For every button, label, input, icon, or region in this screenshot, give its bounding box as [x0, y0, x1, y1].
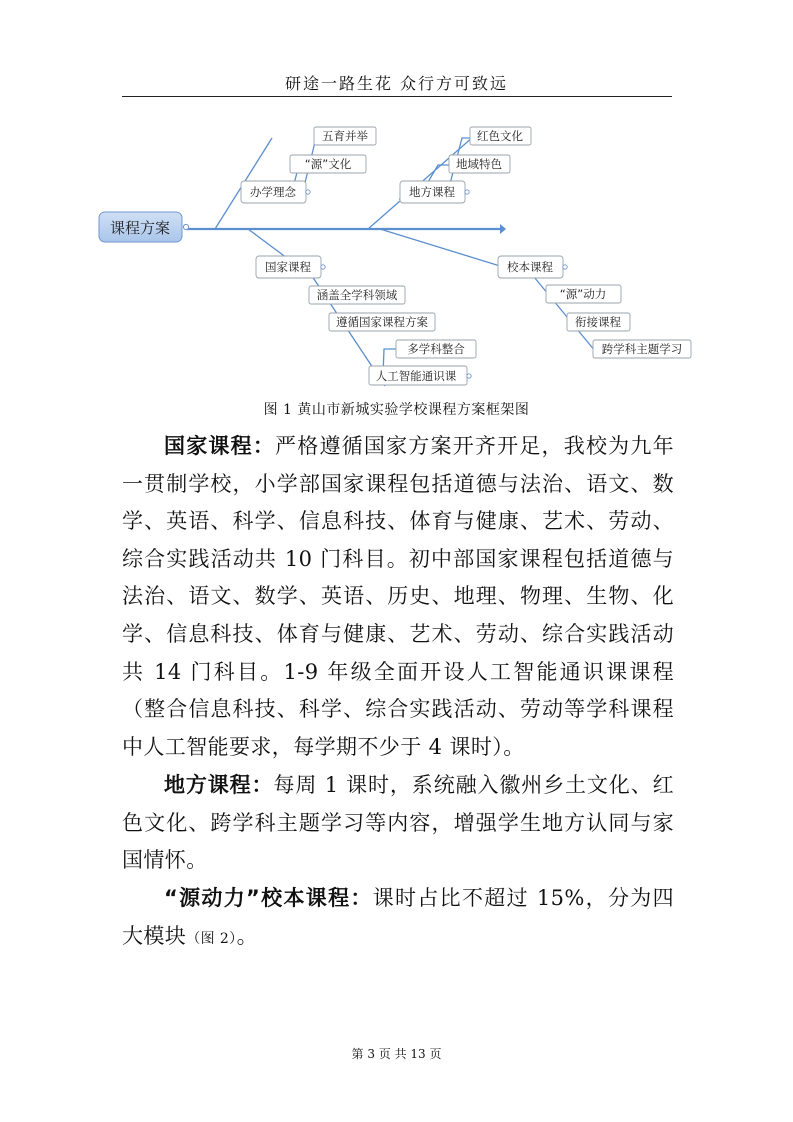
paragraph-text: 每周 1 课时，系统融入徽州乡土文化、红色文化、跨学科主题学习等内容，增强学生地方认同与家国情怀。 — [122, 773, 674, 873]
branch-label: 校本课程 — [507, 260, 553, 274]
leaf-label: 多学科整合 — [407, 342, 465, 356]
leaf-label: 跨学科主题学习 — [601, 342, 683, 356]
branch-node-办学理念 — [241, 181, 310, 203]
leaf-label: 五育并举 — [322, 129, 368, 143]
leaf-label: 人工智能通识课 — [375, 369, 457, 383]
leaf-node — [546, 285, 621, 303]
branch-label: 国家课程 — [265, 260, 311, 274]
paragraph-end: 。 — [236, 923, 258, 948]
paragraph-text: 课时占比不超过 15%，分为四大模块 — [122, 886, 674, 948]
leaf-label: 衔接课程 — [575, 315, 621, 329]
leaf-label: 涵盖全学科领域 — [316, 288, 398, 302]
course-framework-diagram — [0, 0, 793, 395]
figure-reference: （图 2） — [186, 930, 237, 947]
leaf-node — [369, 366, 471, 385]
branch-label: 办学理念 — [250, 185, 296, 199]
paragraph-local-course — [122, 767, 674, 880]
paragraph-lead: 国家课程： — [164, 434, 276, 458]
leaf-node — [593, 340, 691, 358]
leaf-label: 遵循国家课程方案 — [336, 315, 428, 329]
figure-caption: 图 1 黄山市新城实验学校课程方案框架图 — [263, 402, 530, 418]
branch-node-国家课程 — [256, 256, 325, 278]
leaf-node — [314, 127, 376, 145]
paragraph-lead: “源动力”校本课程： — [164, 886, 373, 910]
paragraph-lead: 地方课程： — [164, 773, 274, 797]
leaf-node — [470, 127, 531, 145]
leaf-node — [290, 155, 366, 173]
page-header: 研途一路生花 众行方可致远 — [284, 74, 509, 93]
paragraph-national-course — [122, 428, 674, 766]
page-footer: 第 3 页 共 13 页 — [351, 1047, 442, 1061]
root-node-label: 课程方案 — [109, 219, 171, 237]
leaf-node — [567, 313, 630, 331]
branch-node-地方课程 — [400, 181, 469, 203]
leaf-label: 地域特色 — [456, 157, 502, 171]
branch-node-校本课程 — [498, 256, 567, 278]
leaf-label: “源”文化 — [304, 157, 352, 171]
paragraph-text: 严格遵循国家方案开齐开足，我校为九年一贯制学校，小学部国家课程包括道德与法治、语文、数学、英语、科学、信息科技、体育与健康、艺术、劳动、综合实践活动共 10 门科目。初中部国家课程包括道德与法治、语文、数学、英语、历史、地理、物理、生物、化学、信息科技、体育与健康、艺术、劳动、综合实践活动共 14 门科目。1-9 年级全面开设人工智能通识课课程（整合信息科技、科学、综合实践活动、劳动等学科课程中人工智能要求，每学期不少于 4 课时）。 — [122, 434, 674, 759]
leaf-label: “源”动力 — [559, 287, 607, 301]
paragraph-school-course — [122, 880, 674, 958]
diagram-root-node — [99, 212, 189, 242]
leaf-label: 红色文化 — [477, 129, 523, 143]
leaf-node — [396, 340, 476, 358]
leaf-node — [329, 313, 435, 331]
leaf-node — [309, 286, 405, 304]
branch-label: 地方课程 — [409, 185, 455, 199]
leaf-node — [449, 155, 510, 173]
